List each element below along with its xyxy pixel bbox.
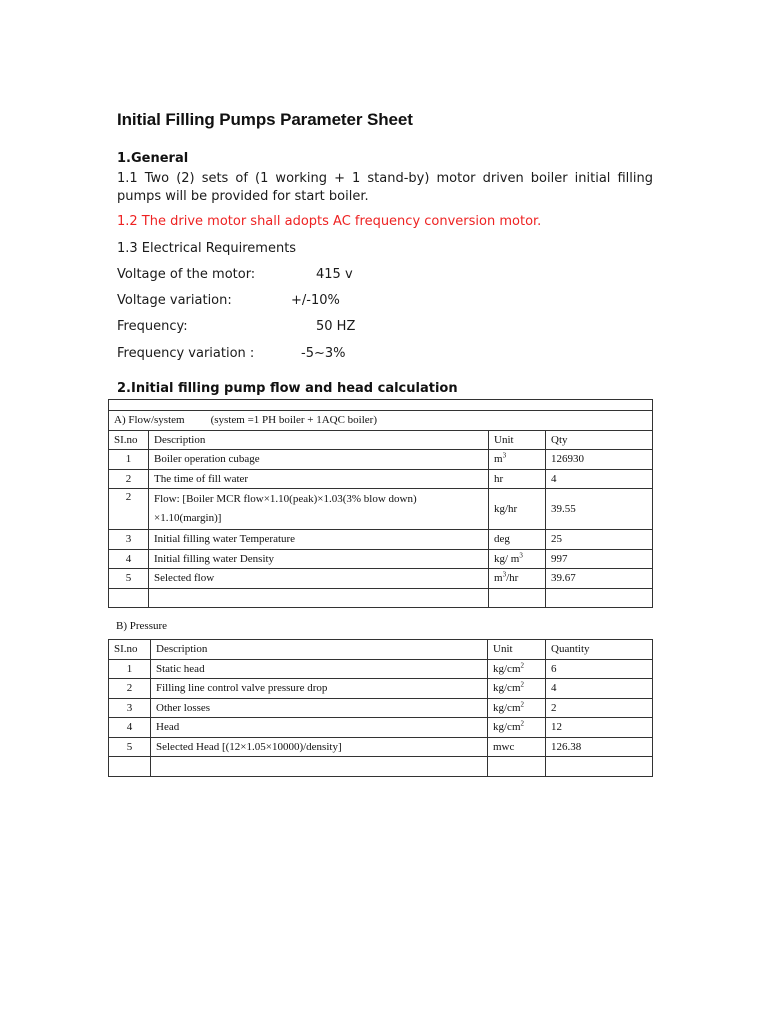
electrical-row-frequency-variation bbox=[117, 346, 346, 361]
cell-unit: $kg/cm^2$ bbox=[488, 659, 546, 679]
cell-unit: $m^3$ bbox=[489, 450, 546, 470]
section-heading-general: 1.General bbox=[117, 151, 189, 166]
cell-no: 2 bbox=[109, 489, 149, 530]
table-row bbox=[109, 679, 653, 699]
cell-unit: hr bbox=[489, 469, 546, 489]
cell-unit: kg/hr bbox=[489, 489, 546, 530]
cell-no: 5 bbox=[109, 737, 151, 757]
cell-description: Selected flow bbox=[149, 569, 489, 589]
cell-description: Static head bbox=[151, 659, 488, 679]
cell-unit: $kg/cm^2$ bbox=[488, 698, 546, 718]
table-blank-row bbox=[109, 757, 653, 777]
cell-no: 4 bbox=[109, 549, 149, 569]
table-blank-row bbox=[109, 400, 653, 411]
cell-description: Flow: [Boiler MCR flow×1.10(peak)×1.03(3% blow down) ×1.10(margin)] bbox=[149, 489, 489, 530]
paragraph-1-3: 1.3 Electrical Requirements bbox=[117, 241, 297, 256]
cell-no: 2 bbox=[109, 679, 151, 699]
column-header: SI.no bbox=[109, 640, 151, 660]
electrical-value: -5~3% bbox=[301, 346, 346, 361]
table-row bbox=[109, 489, 653, 530]
page-title: Initial Filling Pumps Parameter Sheet bbox=[117, 110, 413, 129]
electrical-value: +/-10% bbox=[291, 293, 340, 308]
column-header: Description bbox=[149, 430, 489, 450]
electrical-value: 50 HZ bbox=[316, 319, 356, 334]
electrical-label: Voltage variation: bbox=[117, 293, 232, 308]
table-row bbox=[109, 450, 653, 470]
paragraph-1-1: 1.1 Two (2) sets of (1 working + 1 stand-by) motor driven boiler initial filling pumps will be provided for start boiler. bbox=[117, 171, 653, 204]
flow-caption-label: A) Flow/system bbox=[114, 414, 185, 427]
cell-description: Boiler operation cubage bbox=[149, 450, 489, 470]
cell-no: 4 bbox=[109, 718, 151, 738]
column-header: Qty bbox=[546, 430, 653, 450]
cell-no: 1 bbox=[109, 450, 149, 470]
cell-qty: 126930 bbox=[546, 450, 653, 470]
cell-unit: $m^3/hr$ bbox=[489, 569, 546, 589]
column-header: Unit bbox=[488, 640, 546, 660]
cell-unit: deg bbox=[489, 530, 546, 550]
section-heading-calculation: 2.Initial filling pump flow and head calculation bbox=[117, 381, 458, 396]
electrical-value: 415 v bbox=[316, 267, 353, 282]
cell-description: The time of fill water bbox=[149, 469, 489, 489]
cell-qty: 126.38 bbox=[546, 737, 653, 757]
table-row bbox=[109, 698, 653, 718]
cell-no: 2 bbox=[109, 469, 149, 489]
cell-description: Filling line control valve pressure drop bbox=[151, 679, 488, 699]
cell-description: Initial filling water Density bbox=[149, 549, 489, 569]
table-row bbox=[109, 530, 653, 550]
cell-qty: 2 bbox=[546, 698, 653, 718]
cell-description: Initial filling water Temperature bbox=[149, 530, 489, 550]
flow-caption-note: (system =1 PH boiler + 1AQC boiler) bbox=[210, 414, 377, 427]
cell-description: Selected Head [(12×1.05×10000)/density] bbox=[151, 737, 488, 757]
table-header-row bbox=[109, 430, 653, 450]
cell-unit: kg/ $m^3$ bbox=[489, 549, 546, 569]
column-header: SI.no bbox=[109, 430, 149, 450]
table-row bbox=[109, 569, 653, 589]
table-caption-row bbox=[109, 411, 653, 431]
table-header-row bbox=[109, 640, 653, 660]
cell-qty: 4 bbox=[546, 469, 653, 489]
cell-no: 1 bbox=[109, 659, 151, 679]
table-row bbox=[109, 549, 653, 569]
cell-no: 5 bbox=[109, 569, 149, 589]
cell-description: Head bbox=[151, 718, 488, 738]
electrical-row-voltage bbox=[117, 267, 353, 282]
column-header: Description bbox=[151, 640, 488, 660]
cell-qty: 25 bbox=[546, 530, 653, 550]
electrical-label: Frequency variation : bbox=[117, 346, 255, 361]
electrical-label: Voltage of the motor: bbox=[117, 267, 256, 282]
table-row bbox=[109, 469, 653, 489]
table-row bbox=[109, 659, 653, 679]
table-row bbox=[109, 737, 653, 757]
cell-unit: mwc bbox=[488, 737, 546, 757]
table-blank-row bbox=[109, 588, 653, 608]
cell-qty: 4 bbox=[546, 679, 653, 699]
electrical-row-voltage-variation bbox=[117, 293, 340, 308]
column-header: Unit bbox=[489, 430, 546, 450]
cell-qty: 6 bbox=[546, 659, 653, 679]
table-row bbox=[109, 718, 653, 738]
flow-table bbox=[108, 399, 653, 608]
cell-no: 3 bbox=[109, 530, 149, 550]
cell-unit: $kg/cm^2$ bbox=[488, 718, 546, 738]
electrical-label: Frequency: bbox=[117, 319, 188, 334]
cell-no: 3 bbox=[109, 698, 151, 718]
electrical-row-frequency bbox=[117, 319, 356, 334]
pressure-caption: B) Pressure bbox=[116, 620, 168, 632]
cell-qty: 12 bbox=[546, 718, 653, 738]
paragraph-1-2: 1.2 The drive motor shall adopts AC frequency conversion motor. bbox=[117, 214, 542, 229]
cell-qty: 39.67 bbox=[546, 569, 653, 589]
cell-qty: 997 bbox=[546, 549, 653, 569]
cell-qty: 39.55 bbox=[546, 489, 653, 530]
cell-unit: $kg/cm^2$ bbox=[488, 679, 546, 699]
cell-description: Other losses bbox=[151, 698, 488, 718]
pressure-table bbox=[108, 639, 653, 777]
column-header: Quantity bbox=[546, 640, 653, 660]
